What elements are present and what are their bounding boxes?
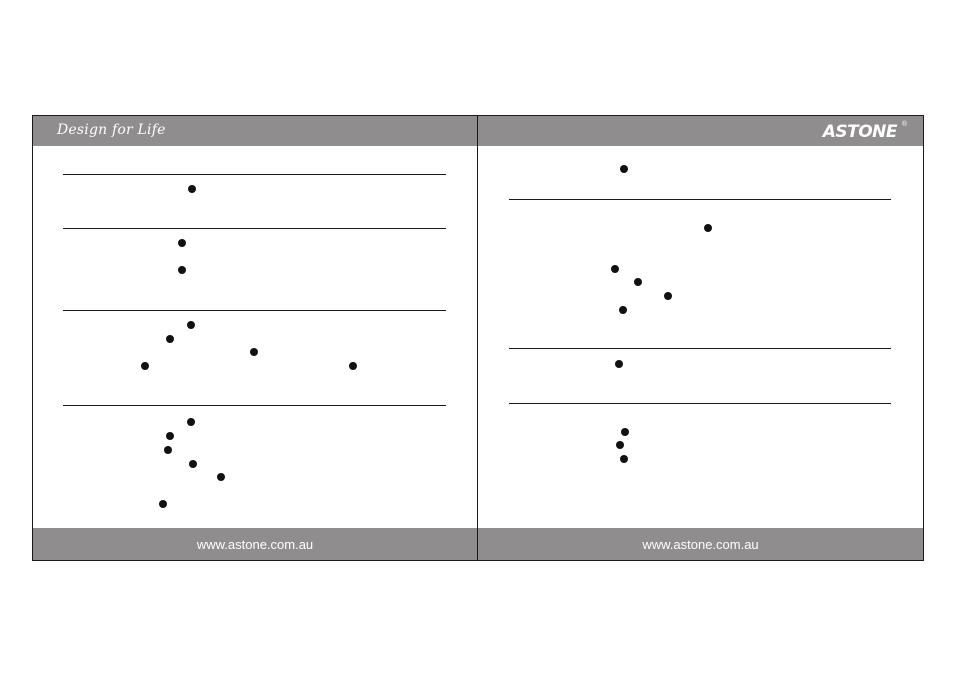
- bullet-icon: [250, 348, 258, 356]
- section-divider: [509, 348, 891, 349]
- section-divider: [63, 174, 446, 175]
- bullet-icon: [187, 321, 195, 329]
- bullet-icon: [615, 360, 623, 368]
- section-divider: [63, 310, 446, 311]
- bullet-icon: [621, 428, 629, 436]
- bullet-icon: [620, 455, 628, 463]
- section-divider: [63, 405, 446, 406]
- bullet-icon: [178, 239, 186, 247]
- right-header-bar: [478, 116, 923, 146]
- bullet-icon: [141, 362, 149, 370]
- bullet-icon: [178, 266, 186, 274]
- left-page: [33, 116, 478, 560]
- bullet-icon: [634, 278, 642, 286]
- right-footer-bar: [478, 528, 923, 560]
- bullet-icon: [159, 500, 167, 508]
- right-page: [478, 116, 923, 560]
- section-divider: [509, 199, 891, 200]
- bullet-icon: [217, 473, 225, 481]
- bullet-icon: [166, 432, 174, 440]
- registered-mark: ®: [901, 121, 907, 128]
- bullet-icon: [188, 185, 196, 193]
- bullet-icon: [189, 460, 197, 468]
- manual-spread: [32, 115, 924, 561]
- logo-wordmark: ASTONE: [822, 122, 897, 142]
- bullet-icon: [187, 418, 195, 426]
- bullet-icon: [664, 292, 672, 300]
- left-header-bar: [33, 116, 477, 146]
- tagline: Design for Life: [57, 122, 166, 138]
- bullet-icon: [616, 441, 624, 449]
- bullet-icon: [704, 224, 712, 232]
- bullet-icon: [164, 446, 172, 454]
- website-link[interactable]: www.astone.com.au: [196, 537, 314, 552]
- bullet-icon: [349, 362, 357, 370]
- section-divider: [509, 403, 891, 404]
- bullet-icon: [166, 335, 174, 343]
- section-divider: [63, 228, 446, 229]
- brand-logo: [822, 121, 907, 142]
- bullet-icon: [619, 306, 627, 314]
- website-link[interactable]: www.astone.com.au: [642, 537, 759, 552]
- bullet-icon: [611, 265, 619, 273]
- left-footer-bar: [33, 528, 477, 560]
- bullet-icon: [620, 165, 628, 173]
